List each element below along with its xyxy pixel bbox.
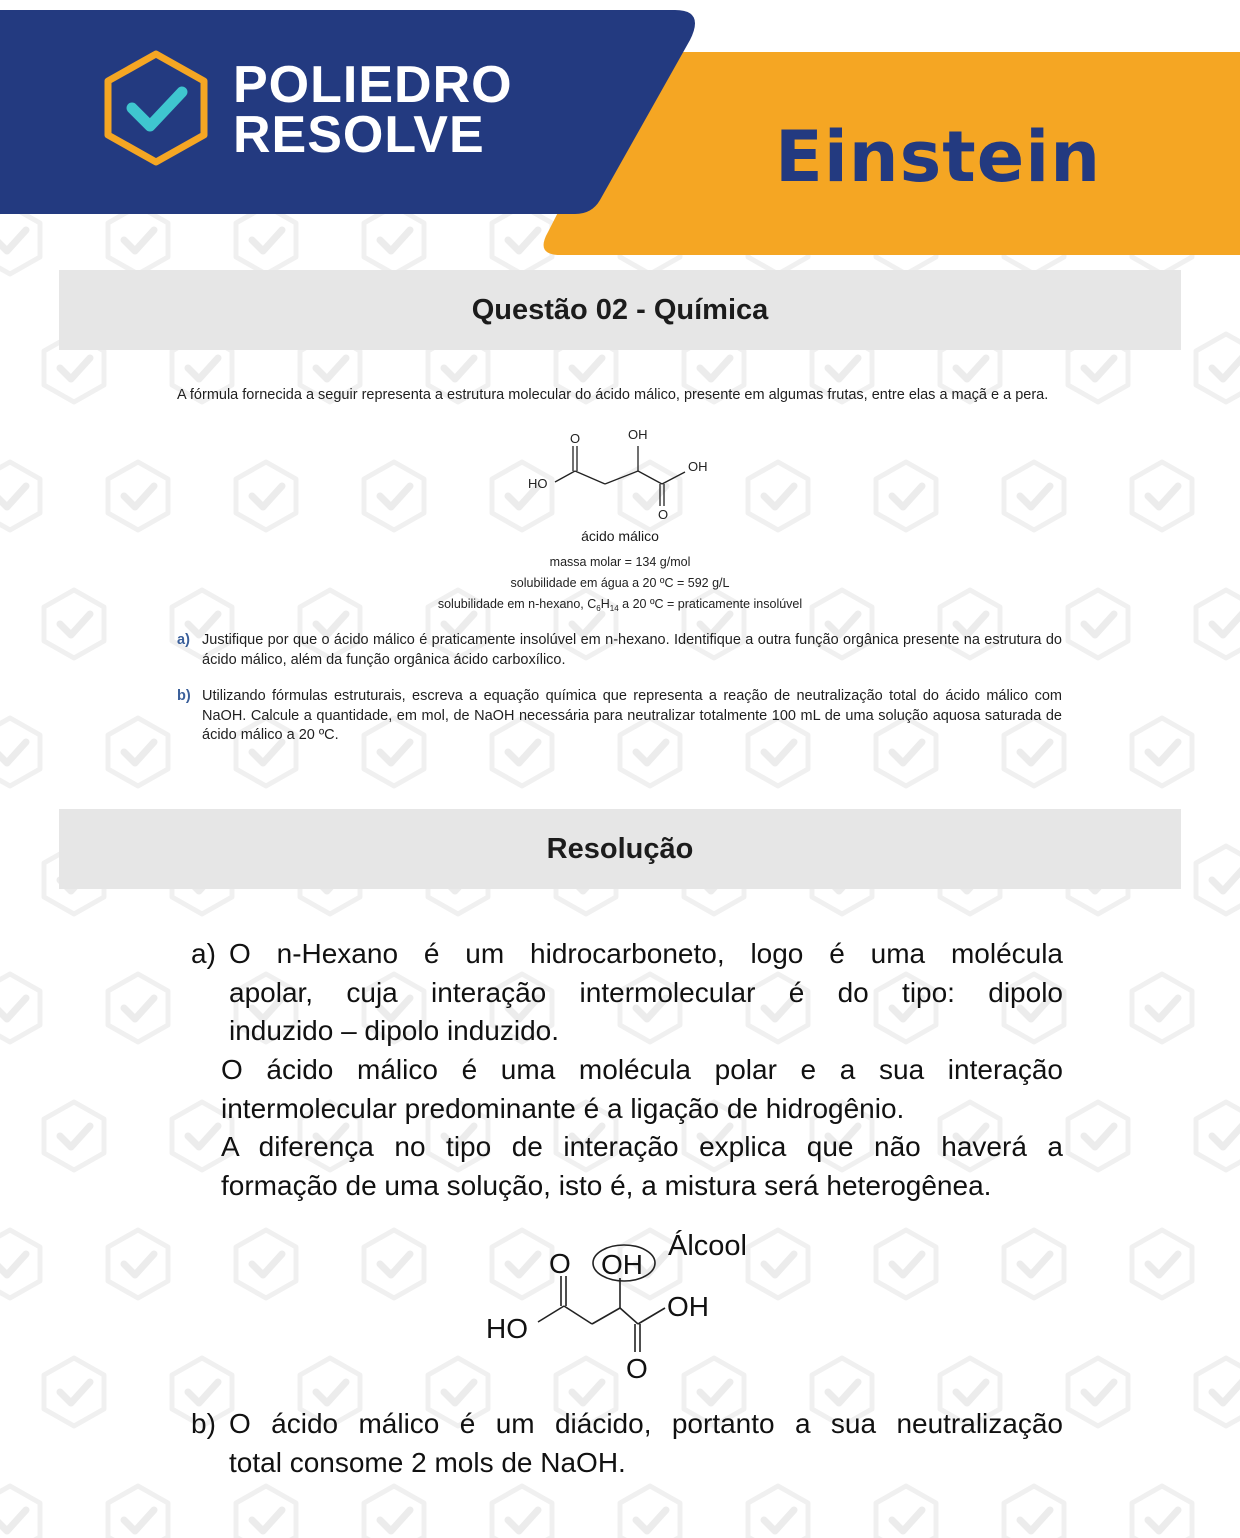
- background-hexagon-check-icon: [1004, 1230, 1064, 1298]
- res-b-line: O ácido málico é um diácido, portanto a sua neutralização: [229, 1408, 1063, 1439]
- background-hexagon-check-icon: [1196, 1102, 1240, 1170]
- mol1-oh-top: OH: [628, 427, 648, 442]
- background-hexagon-check-icon: [1004, 1486, 1064, 1538]
- hexane-solubility: solubilidade em n-hexano, $C_6H_{14}$ a 20 ºC = praticamente insolúvel: [437, 597, 803, 613]
- background-hexagon-check-icon: [1068, 1358, 1128, 1426]
- resolution-a-label: a): [191, 938, 216, 969]
- background-hexagon-check-icon: [1196, 1358, 1240, 1426]
- res-a-line: formação de uma solução, isto é, a mistura será heterogênea.: [221, 1169, 992, 1201]
- background-hexagon-check-icon: [108, 1230, 168, 1298]
- background-hexagon-check-icon: [748, 1486, 808, 1538]
- background-hexagon-check-icon: [876, 462, 936, 530]
- mol1-o-top: O: [570, 431, 581, 446]
- resolution-b-label: b): [191, 1408, 216, 1439]
- mol2-oh-right: OH: [667, 1291, 709, 1322]
- res-a-line: intermolecular predominante é a ligação de hidrogênio.: [221, 1092, 905, 1124]
- background-hexagon-check-icon: [236, 1230, 296, 1298]
- res-a-line: A diferença no tipo de interação explica que não haverá a: [221, 1131, 1063, 1162]
- background-hexagon-check-icon: [0, 1486, 40, 1538]
- background-hexagon-check-icon: [0, 1230, 40, 1298]
- item-b-text: Utilizando fórmulas estruturais, escreva a equação química que representa a reação de neutralização total do ácido málico com NaOH. Calcule a quantidade, em mol, de NaOH necessária para neutralizar totalmente 100 mL de uma solução aquosa saturada de ácido málico a 20 ºC.: [202, 688, 1062, 743]
- question-item-a: [177, 631, 1062, 670]
- background-hexagon-check-icon: [492, 1486, 552, 1538]
- background-hexagon-check-icon: [364, 462, 424, 530]
- res-a-line: apolar, cuja interação intermolecular é do tipo: dipolo: [229, 976, 1063, 1008]
- background-hexagon-check-icon: [876, 1230, 936, 1298]
- background-hexagon-check-icon: [44, 1102, 104, 1170]
- brand-line-2: RESOLVE: [233, 106, 485, 164]
- background-hexagon-check-icon: [1132, 718, 1192, 786]
- background-hexagon-check-icon: [748, 462, 808, 530]
- mol1-o-bottom: O: [658, 507, 669, 522]
- item-a-text: Justifique por que o ácido málico é praticamente insolúvel em n-hexano. Identifique a outra função orgânica presente na estrutura do ácido málico, além da função orgânica ácido carboxílico.: [202, 632, 1062, 668]
- molecule-caption: ácido málico: [581, 528, 659, 544]
- hexagon-check-icon: [100, 48, 212, 168]
- background-hexagon-check-icon: [44, 1358, 104, 1426]
- water-solubility: solubilidade em água a 20 ºC = 592 g/L: [510, 576, 730, 590]
- background-hexagon-check-icon: [0, 974, 40, 1042]
- background-hexagon-check-icon: [1132, 1486, 1192, 1538]
- mol1-ho-left: HO: [528, 476, 548, 491]
- mol2-o-top: O: [549, 1248, 571, 1279]
- background-hexagon-check-icon: [108, 974, 168, 1042]
- res-b-line: total consome 2 mols de NaOH.: [229, 1446, 626, 1478]
- background-hexagon-check-icon: [1196, 334, 1240, 402]
- resolution-a-paragraph-1: [229, 935, 1063, 1051]
- malic-acid-structure: [520, 424, 720, 524]
- background-hexagon-check-icon: [364, 1486, 424, 1538]
- background-hexagon-check-icon: [1196, 846, 1240, 914]
- alcohol-annotation: Álcool: [668, 1230, 747, 1262]
- brand-name: [233, 56, 513, 164]
- exam-name: Einstein: [775, 116, 1102, 198]
- molar-mass: massa molar = 134 g/mol: [549, 555, 691, 569]
- background-hexagon-check-icon: [620, 1486, 680, 1538]
- background-hexagon-check-icon: [236, 1486, 296, 1538]
- item-b-label: b): [177, 688, 191, 704]
- background-hexagon-check-icon: [1196, 590, 1240, 658]
- res-a-line: O ácido málico é uma molécula polar e a sua interação: [221, 1054, 1063, 1085]
- mol2-oh-top: OH: [601, 1249, 643, 1280]
- question-intro: A fórmula fornecida a seguir representa a estrutura molecular do ácido málico, presente em algumas frutas, entre elas a maçã e a pera.: [177, 387, 1049, 403]
- mol2-ho-left: HO: [486, 1313, 528, 1344]
- item-a-label: a): [177, 632, 190, 648]
- question-item-b: [177, 687, 1062, 746]
- question-title-bar: [59, 270, 1181, 350]
- res-a-line: induzido – dipolo induzido.: [229, 1015, 560, 1046]
- brand-line-1: POLIEDRO: [233, 56, 513, 114]
- background-hexagon-check-icon: [0, 718, 40, 786]
- resolution-a-paragraph-2: [221, 1051, 1063, 1128]
- resolution-title-bar: [59, 809, 1181, 889]
- background-hexagon-check-icon: [876, 1486, 936, 1538]
- mol2-o-bottom: O: [626, 1353, 648, 1384]
- resolution-b-paragraph: [229, 1405, 1063, 1482]
- background-hexagon-check-icon: [1004, 462, 1064, 530]
- background-hexagon-check-icon: [1132, 462, 1192, 530]
- background-hexagon-check-icon: [1132, 1230, 1192, 1298]
- mol1-oh-right: OH: [688, 459, 708, 474]
- resolution-a-paragraph-3: [221, 1128, 1063, 1205]
- background-hexagon-check-icon: [108, 1486, 168, 1538]
- background-hexagon-check-icon: [236, 462, 296, 530]
- background-hexagon-check-icon: [1068, 1102, 1128, 1170]
- background-hexagon-check-icon: [0, 462, 40, 530]
- res-a-line: O n-Hexano é um hidrocarboneto, logo é uma molécula: [229, 938, 1063, 969]
- background-hexagon-check-icon: [108, 718, 168, 786]
- background-hexagon-check-icon: [108, 462, 168, 530]
- background-hexagon-check-icon: [364, 1230, 424, 1298]
- resolution-title: Resolução: [546, 832, 694, 865]
- question-title: Questão 02 - Química: [471, 293, 769, 326]
- background-hexagon-check-icon: [1132, 974, 1192, 1042]
